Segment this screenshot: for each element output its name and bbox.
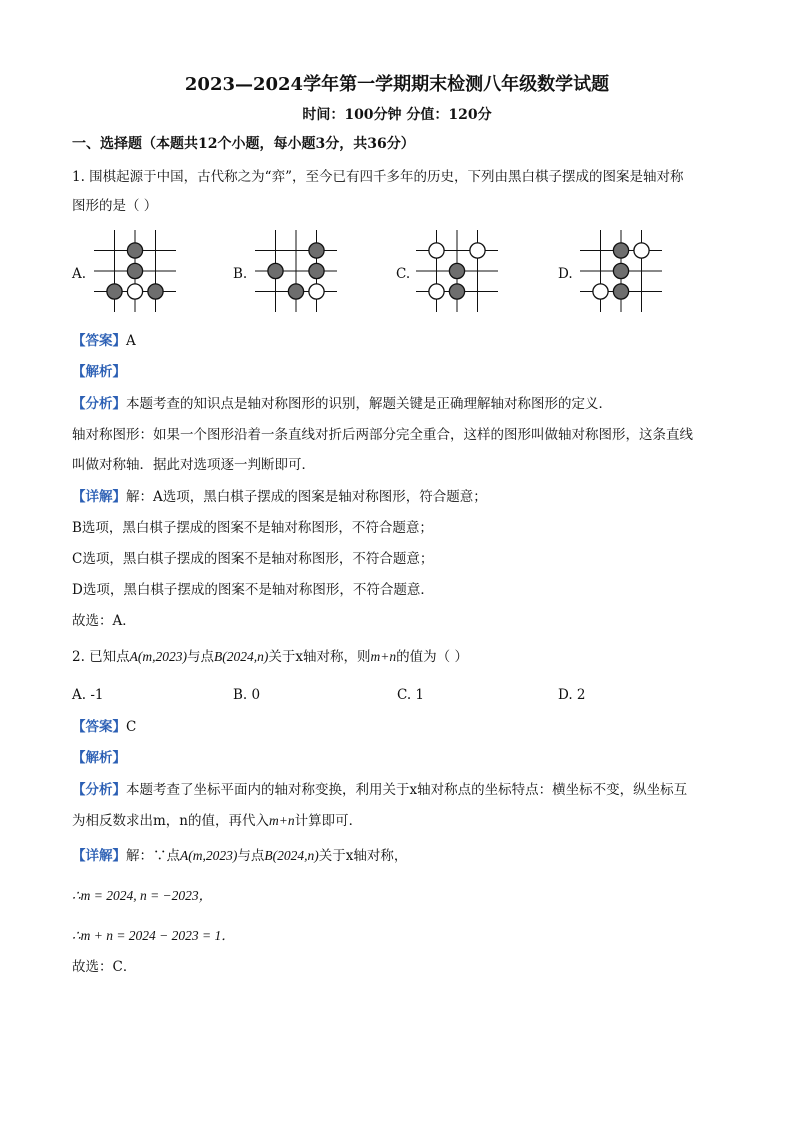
- white-stone: [309, 284, 324, 299]
- black-stone: [127, 263, 142, 278]
- q2-mid2: 关于x轴对称，则: [268, 649, 371, 665]
- q2-option-d: D. 2: [558, 687, 586, 703]
- q1-detail-b: B选项，黑白棋子摆成的图案不是轴对称图形，不符合题意；: [72, 520, 433, 536]
- fenxi-line2-a: 为相反数求出m，n的值，再代入: [72, 813, 269, 829]
- black-stone: [309, 263, 324, 278]
- answer-tag: 【答案】: [72, 719, 126, 735]
- q1-fenxi: [72, 394, 612, 414]
- go-board-figure: [92, 228, 178, 314]
- q2-expr: m+n: [370, 649, 397, 664]
- fenxi-tag: 【分析】: [72, 782, 126, 798]
- q1-option-label: A.: [72, 266, 87, 282]
- answer-value: A: [126, 333, 136, 349]
- detail-point-a: A(m,2023): [180, 848, 238, 863]
- q2-analysis-tag: [72, 748, 126, 768]
- q1-option-label: B.: [233, 266, 248, 282]
- detail-a: 解：A选项，黑白棋子摆成的图案是轴对称图形，符合题意；: [126, 489, 487, 505]
- detail-tag: 【详解】: [72, 489, 126, 505]
- q1-analysis-tag: [72, 362, 126, 382]
- detail-mid1: 与点: [237, 848, 265, 864]
- q1-def-line2: 叫做对称轴．据此对选项逐一判断即可．: [72, 457, 315, 473]
- q1-choose: 故选：A．: [72, 613, 136, 629]
- fenxi-line2-expr: m+n: [269, 813, 295, 828]
- fenxi-text: 本题考查的知识点是轴对称图形的识别，解题关键是正确理解轴对称图形的定义．: [126, 396, 612, 412]
- answer-tag: 【答案】: [72, 333, 126, 349]
- detail-tag: 【详解】: [72, 848, 126, 864]
- black-stone: [309, 243, 324, 258]
- q1-answer: [72, 331, 136, 351]
- fenxi-tag: 【分析】: [72, 396, 126, 412]
- white-stone: [593, 284, 608, 299]
- q1-stem-line2: 图形的是（ ）: [72, 198, 158, 214]
- detail-point-b: B(2024,n): [264, 848, 319, 863]
- q2-suffix: 的值为（ ）: [396, 649, 468, 665]
- q1-detail: [72, 487, 487, 507]
- white-stone: [634, 243, 649, 258]
- fenxi-text: 本题考查了坐标平面内的轴对称变换，利用关于x轴对称点的坐标特点：横坐标不变，纵坐标互: [126, 782, 688, 798]
- q2-option-c: C. 1: [397, 687, 425, 703]
- analysis-tag: 【解析】: [72, 750, 126, 766]
- detail-prefix: 解：∵点: [126, 848, 180, 864]
- black-stone: [449, 284, 464, 299]
- black-stone: [613, 284, 628, 299]
- q2-prefix: 2. 已知点: [72, 649, 130, 665]
- q1-option-label: C.: [396, 266, 411, 282]
- q1-detail-d: D选项，黑白棋子摆成的图案不是轴对称图形，不符合题意．: [72, 582, 434, 598]
- go-board-figure: [414, 228, 500, 314]
- white-stone: [470, 243, 485, 258]
- q2-step2: ∴m + n = 2024 − 2023 = 1．: [72, 928, 235, 943]
- white-stone: [127, 284, 142, 299]
- q1-stem-line1: 1. 围棋起源于中国，古代称之为“弈”，至今已有四千多年的历史，下列由黑白棋子摆成的图案是轴对称: [72, 169, 684, 185]
- white-stone: [429, 243, 444, 258]
- q1-detail-c: C选项，黑白棋子摆成的图案不是轴对称图形，不符合题意；: [72, 551, 434, 567]
- analysis-tag: 【解析】: [72, 364, 126, 380]
- black-stone: [148, 284, 163, 299]
- go-board-figure: [578, 228, 664, 314]
- black-stone: [288, 284, 303, 299]
- go-board-figure: [253, 228, 339, 314]
- q2-option-a: A. -1: [72, 687, 104, 703]
- black-stone: [613, 243, 628, 258]
- section-heading: 一、选择题（本题共12个小题，每小题3分，共36分）: [72, 136, 415, 152]
- black-stone: [107, 284, 122, 299]
- black-stone: [268, 263, 283, 278]
- black-stone: [613, 263, 628, 278]
- q2-point-b: B(2024,n): [214, 649, 269, 664]
- q2-fenxi-line2: [72, 811, 362, 831]
- q2-detail: [72, 846, 407, 866]
- q2-step1: ∴m = 2024, n = −2023，: [72, 888, 213, 903]
- q2-stem: [72, 647, 468, 667]
- page-title: 2023—2024学年第一学期期末检测八年级数学试题: [184, 74, 610, 95]
- q1-option-label: D.: [558, 266, 573, 282]
- black-stone: [449, 263, 464, 278]
- q2-point-a: A(m,2023): [129, 649, 188, 664]
- answer-value: C: [126, 719, 137, 735]
- q2-fenxi-line1: [72, 780, 687, 800]
- q2-choose: 故选：C．: [72, 959, 137, 975]
- detail-mid2: 关于x轴对称，: [318, 848, 408, 864]
- q2-mid1: 与点: [187, 649, 215, 665]
- white-stone: [429, 284, 444, 299]
- q2-option-b: B. 0: [233, 687, 261, 703]
- black-stone: [127, 243, 142, 258]
- page-subtitle: 时间：100分钟 分值：120分: [302, 107, 492, 123]
- q1-def-line1: 轴对称图形：如果一个图形沿着一条直线对折后两部分完全重合，这样的图形叫做轴对称图形，这条直线: [72, 427, 693, 443]
- q2-answer: [72, 717, 136, 737]
- fenxi-line2-b: 计算即可．: [294, 813, 363, 829]
